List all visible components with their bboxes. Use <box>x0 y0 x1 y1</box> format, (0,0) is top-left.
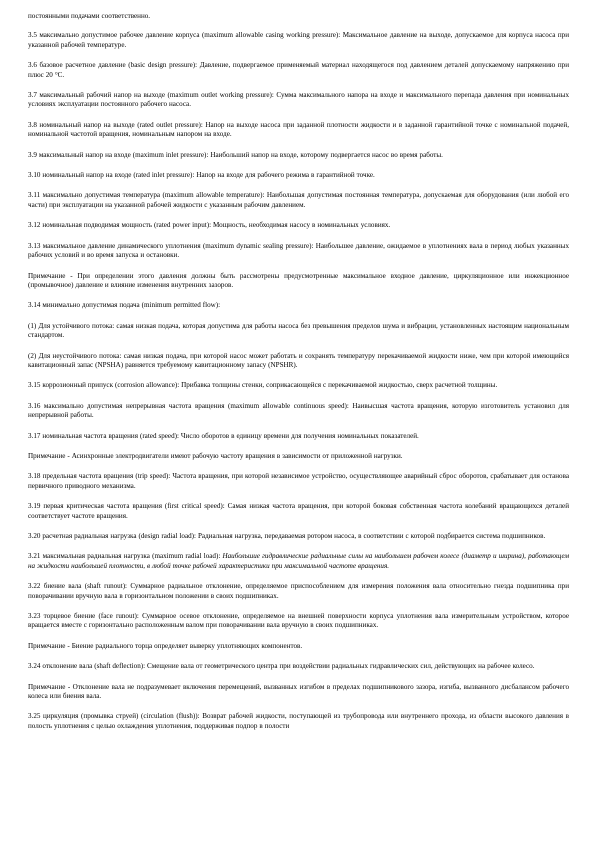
paragraph-text: 3.22 биение вала (shaft runout): Суммарное радиальное отклонение, определяемое приспособлением для измерения положения вала относительно гнезда подшипника при поворачивании вручную вала в горизонтальном положении в своих подшипниках. <box>28 582 569 600</box>
paragraph <box>28 472 569 491</box>
paragraph-text: 3.12 номинальная подводимая мощность (rated power input): Мощность, необходимая насосу в номинальных условиях. <box>28 221 391 230</box>
paragraph <box>28 301 569 310</box>
paragraph-text: 3.6 базовое расчетное давление (basic design pressure): Давление, подвергаемое применяемый материал находящегося под давлением деталей допускаемому напряжению при плюс 20 °С. <box>28 61 569 79</box>
paragraph <box>28 582 569 601</box>
paragraph <box>28 381 569 390</box>
paragraph <box>28 61 569 80</box>
paragraph-text: 3.13 максимальное давление динамического уплотнения (maximum dynamic sealing pressure): Наибольшее давление, ожидаемое в уплотнениях вала в период любых указанных рабочих условий и во время запуска и остановки. <box>28 241 569 260</box>
paragraph <box>28 191 569 210</box>
paragraph <box>28 642 569 651</box>
paragraph-text: Примечание - Асинхронные электродвигатели имеют рабочую частоту вращения в зависимости от приложенной нагрузки. <box>28 451 403 460</box>
paragraph <box>28 242 569 261</box>
paragraph <box>28 612 569 631</box>
paragraph-text: 3.8 номинальный напор на выходе (rated outlet pressure): Напор на выходе насоса при заданной плотности жидкости и в заданной гарантийной точке с номинальной подачей, номинальной частотой вращения, номинальным напором на входе. <box>28 120 569 139</box>
paragraph <box>28 662 569 671</box>
paragraph-text: 3.10 номинальный напор на входе (rated inlet pressure): Напор на входе для рабочего режима в гарантийной точке. <box>28 171 375 180</box>
paragraph-text: 3.24 отклонение вала (shaft deflection): Смещение вала от геометрического центра при воздействии радиальных гидравлических сил, действующих на рабочее колесо. <box>28 662 535 671</box>
paragraph <box>28 502 569 521</box>
paragraph <box>28 171 569 180</box>
paragraph-italic-text: Наибольшие гидравлические радиальные силы на наибольшем рабочем колесе (диаметр и ширина), работающем на жидкости наибольшей плотности, в любой точке рабочей характеристики при максимальной частоте вращения. <box>28 552 569 570</box>
paragraph <box>28 151 569 160</box>
paragraph-text: 3.15 коррозионный припуск (corrosion allowance): Прибавка толщины стенки, соприкасающейся с перекачиваемой жидкостью, сверх расчетной толщины. <box>28 381 498 390</box>
paragraph <box>28 322 569 341</box>
paragraph-text: 3.17 номинальная частота вращения (rated speed): Число оборотов в единицу времени для получения номинальных показателей. <box>28 431 419 440</box>
paragraph-text: 3.7 максимальный рабочий напор на выходе (maximum outlet working pressure): Сумма максимального напора на входе и максимального перепада давления при номинальных условиях эксплуатации постоянного рабочего насоса. <box>28 91 569 109</box>
paragraph <box>28 402 569 421</box>
paragraph <box>28 12 569 21</box>
paragraph <box>28 31 569 50</box>
paragraph-text: Примечание - Отклонение вала не подразумевает включения перемещений, вызванных изгибом в пределах подшипникового зазора, изгиба, вызванного дисбалансом рабочего колеса или биения вала. <box>28 682 569 701</box>
paragraph-text: 3.19 первая критическая частота вращения (first critical speed): Самая низкая частота вращения, при которой боковая собственная частота колебаний вращающихся деталей соответствует частоте вращения. <box>28 502 569 520</box>
paragraph <box>28 683 569 702</box>
paragraph-text: постоянными подачами соответственно. <box>28 12 151 20</box>
paragraph-text: 3.25 циркуляция (промывка струей) (circulation (flush)): Возврат рабочей жидкости, поступающей из трубопровода или внутреннего прохода, из области высокого давления в полость уплотнения с целью охлаждения уплотнения, поддерживая подпор в полости <box>28 712 569 730</box>
paragraph-text: (2) Для неустойчивого потока: самая низкая подача, при которой насос может работать и сохранять температуру перекачиваемой жидкости ниже, чем при которой имеющийся кавитационный запас (NPSHA) равняется требуемому кавитационному запасу (NPSHR). <box>28 351 569 369</box>
paragraph-text: 3.9 максимальный напор на входе (maximum inlet pressure): Наибольший напор на входе, которому подвергается насос во время работы. <box>28 150 443 159</box>
paragraph-text: 3.5 максимально допустимое рабочее давление корпуса (maximum allowable casing working pressure): Максимальное давление на выходе, допускаемое для корпуса насоса при указанной рабочей температуре. <box>28 31 569 49</box>
paragraph <box>28 452 569 461</box>
paragraph-text: 3.14 минимально допустимая подача (minimum permitted flow): <box>28 301 221 310</box>
paragraph <box>28 552 569 571</box>
paragraph-text: 3.18 предельная частота вращения (trip speed): Частота вращения, при которой независимое устройство, осуществляющее аварийный сброс оборотов, срабатывает для останова первичного приводного механизма. <box>28 472 569 490</box>
paragraph-text: 3.21 максимальная радиальная нагрузка (maximum radial load): <box>28 552 223 561</box>
paragraph-text: (1) Для устойчивого потока: самая низкая подача, которая допустима для работы насоса без превышения пределов шума и вибрации, установленных настоящим национальным стандартом. <box>28 321 569 340</box>
paragraph-text: Примечание - При определении этого давления должны быть рассмотрены предусмотренные максимальное входное давление, циркуляционное или инжекционное (промывочное) давление и влияние изменения внутренних зазоров. <box>28 271 569 289</box>
paragraph <box>28 272 569 291</box>
paragraph <box>28 221 569 230</box>
paragraph-text: 3.16 максимально допустимая непрерывная частота вращения (maximum allowable continuous speed): Наивысшая частота вращения, которую изготовитель установил для непрерывной работы. <box>28 401 569 420</box>
paragraph-text: 3.11 максимально допустимая температура (maximum allowable temperature): Наибольшая допустимая постоянная температура, допускаемая для оборудования (или любой его части) при эксплуатации на указанной рабочей жидкости с указанным рабочим давлением. <box>28 191 569 209</box>
paragraph <box>28 712 569 731</box>
paragraph <box>28 532 569 541</box>
paragraph-text: 3.23 торцевое биение (face runout): Суммарное осевое отклонение, определяемое на внешней поверхности корпуса уплотнения вала измерительным устройством, которое вращается вместе с горизонтально расположенным валом при поворачивании вала вручную в своих подшипниках. <box>28 612 569 630</box>
paragraph-text: Примечание - Биение радиального торца определяет выверку уплотняющих компонентов. <box>28 641 303 650</box>
paragraph <box>28 91 569 110</box>
paragraph-text: 3.20 расчетная радиальная нагрузка (design radial load): Радиальная нагрузка, передаваемая ротором насоса, в соответствии с которой подбирается система подшипников. <box>28 532 546 540</box>
paragraph <box>28 432 569 441</box>
paragraph <box>28 352 569 371</box>
paragraph <box>28 121 569 140</box>
